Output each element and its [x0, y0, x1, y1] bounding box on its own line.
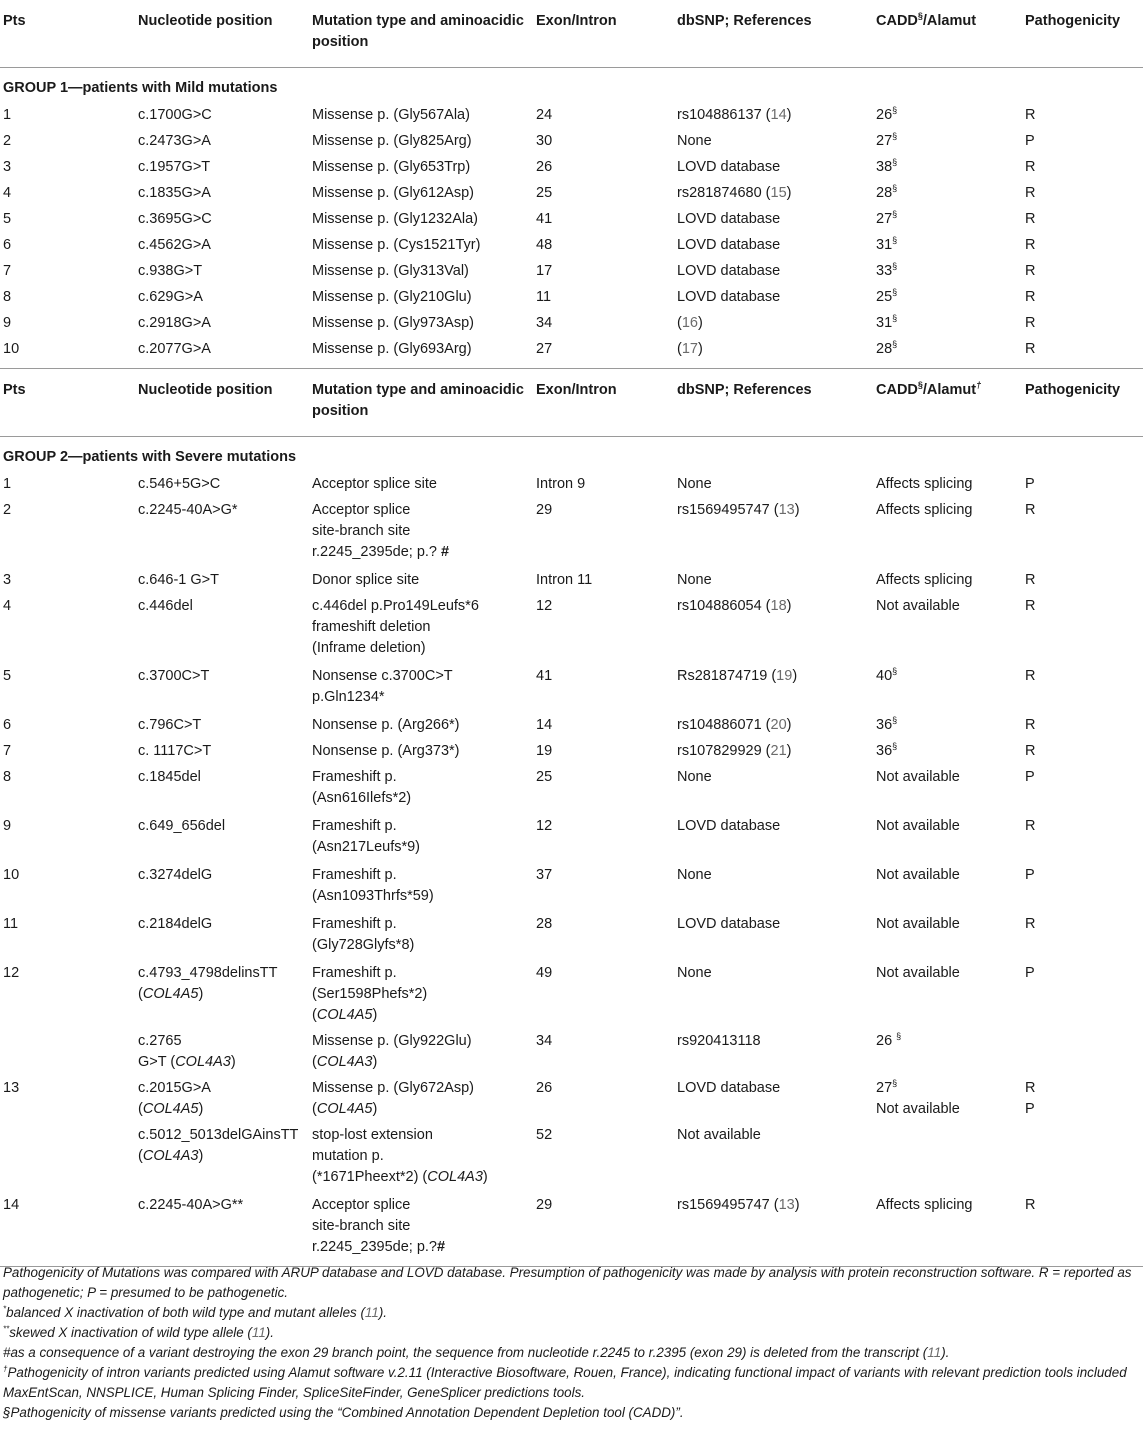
- cell-mutation: Frameshift p. (Asn1093Thrfs*59): [312, 867, 434, 904]
- cell-pathogenicity: R: [1025, 263, 1036, 279]
- cell-cadd: Affects splicing: [876, 572, 973, 588]
- cell-exon: 30: [536, 133, 553, 149]
- cell-cadd: Not available: [876, 598, 960, 614]
- cell-exon: 24: [536, 107, 553, 123]
- cell-pts: 8: [3, 289, 12, 305]
- cell-pts: 13: [3, 1080, 20, 1096]
- cell-pts: 12: [3, 965, 20, 981]
- table-row: [0, 814, 1143, 863]
- cell-pts: 7: [3, 263, 12, 279]
- table-row: [0, 1076, 1143, 1123]
- header-cadd: CADD§/Alamut: [876, 11, 977, 29]
- cell-pts: 9: [3, 818, 12, 834]
- cell-mutation: Missense p. (Gly567Ala): [312, 107, 470, 123]
- cell-pts: 4: [3, 185, 12, 201]
- header-nucleotide: Nucleotide position: [138, 382, 273, 398]
- cell-exon: 19: [536, 743, 553, 759]
- cell-cadd: 27§ Not available: [876, 1078, 960, 1117]
- cell-cadd: 36§: [876, 715, 898, 733]
- cell-dbsnp: rs1569495747 (13): [677, 1197, 800, 1213]
- cell-nucleotide: c.2245-40A>G*: [138, 502, 238, 518]
- cell-exon: Intron 11: [536, 572, 593, 588]
- cell-pts: 5: [3, 668, 12, 684]
- cell-pathogenicity: R: [1025, 717, 1036, 733]
- cell-exon: Intron 9: [536, 476, 586, 492]
- cell-dbsnp: None: [677, 867, 712, 883]
- cell-nucleotide: c.546+5G>C: [138, 476, 221, 492]
- cell-exon: 17: [536, 263, 553, 279]
- group1-rows: [0, 103, 1143, 369]
- footnote-skewed: **skewed X inactivation of wild type allele (11).: [3, 1324, 274, 1340]
- footnote-hash: #as a consequence of a variant destroying the exon 29 branch point, the sequence from nucleotide r.2245 to r.2395 (exon 29) is deleted from the transcript (11).: [3, 1345, 950, 1360]
- cell-pts: 14: [3, 1197, 20, 1213]
- cell-nucleotide: c.5012_5013delGAinsTT (COL4A3): [138, 1127, 299, 1164]
- cell-exon: 26: [536, 1080, 553, 1096]
- cell-pts: 8: [3, 769, 12, 785]
- table-row: [0, 337, 1143, 369]
- cell-pathogenicity: P: [1025, 965, 1035, 981]
- cell-exon: 25: [536, 185, 553, 201]
- cell-pathogenicity: R: [1025, 237, 1036, 253]
- cell-nucleotide: c.2245-40A>G**: [138, 1197, 244, 1213]
- cell-cadd: Affects splicing: [876, 1197, 973, 1213]
- cell-exon: 14: [536, 717, 553, 733]
- cell-cadd: 33§: [876, 261, 898, 279]
- cell-cadd: 36§: [876, 741, 898, 759]
- header-pathogenicity: Pathogenicity: [1025, 13, 1121, 29]
- cell-nucleotide: c.3695G>C: [138, 211, 212, 227]
- cell-pathogenicity: R: [1025, 211, 1036, 227]
- header-cadd: CADD§/Alamut†: [876, 380, 982, 398]
- cell-mutation: Missense p. (Gly693Arg): [312, 341, 472, 357]
- table-row: [0, 568, 1143, 594]
- cell-nucleotide: c.2473G>A: [138, 133, 211, 149]
- cell-nucleotide: c.3274delG: [138, 867, 213, 883]
- cell-cadd: Not available: [876, 867, 960, 883]
- table-row: [0, 498, 1143, 568]
- table-row: [0, 594, 1143, 664]
- cell-dbsnp: Rs281874719 (19): [677, 668, 798, 684]
- cell-exon: 52: [536, 1127, 553, 1143]
- cell-exon: 12: [536, 818, 553, 834]
- reference-link[interactable]: 13: [778, 1197, 795, 1213]
- cell-mutation: Nonsense p. (Arg266*): [312, 717, 460, 733]
- cell-dbsnp: (17): [677, 341, 703, 357]
- cell-pathogenicity: [1022, 1029, 1143, 1076]
- cell-cadd: Not available: [876, 965, 960, 981]
- table-row: [0, 961, 1143, 1029]
- table-row: [0, 472, 1143, 498]
- cell-cadd: Not available: [876, 769, 960, 785]
- cell-exon: 28: [536, 916, 553, 932]
- cell-pts: 11: [3, 916, 19, 932]
- cell-pathogenicity: R: [1025, 572, 1036, 588]
- table-row: [0, 311, 1143, 337]
- cell-dbsnp: rs104886137 (14): [677, 107, 792, 123]
- cell-mutation: Acceptor splice site: [312, 476, 437, 492]
- reference-link[interactable]: 20: [770, 717, 787, 733]
- cell-pathogenicity: R: [1025, 159, 1036, 175]
- cell-cadd: Affects splicing: [876, 502, 973, 518]
- cell-pts: [0, 1029, 135, 1076]
- cell-exon: 27: [536, 341, 553, 357]
- cell-mutation: Acceptor splice site-branch site r.2245_2395de; p.?#: [312, 1197, 446, 1255]
- cell-pts: 9: [3, 315, 12, 331]
- cell-exon: 48: [536, 237, 553, 253]
- cell-nucleotide: c.2184delG: [138, 916, 213, 932]
- cell-pts: 1: [3, 476, 12, 492]
- cell-cadd: 38§: [876, 157, 898, 175]
- cell-dbsnp: None: [677, 476, 712, 492]
- table-row: [0, 285, 1143, 311]
- table-row: [0, 739, 1143, 765]
- cell-dbsnp: Not available: [677, 1127, 761, 1143]
- reference-link[interactable]: 11: [251, 1325, 266, 1340]
- cell-pts: 2: [3, 502, 12, 518]
- cell-mutation: Missense p. (Gly1232Ala): [312, 211, 479, 227]
- cell-dbsnp: rs107829929 (21): [677, 743, 792, 759]
- cell-nucleotide: c. 1117C>T: [138, 743, 212, 759]
- cell-cadd: 28§: [876, 339, 898, 357]
- table-footnotes: [0, 1263, 1143, 1423]
- cell-dbsnp: rs1569495747 (13): [677, 502, 800, 518]
- cell-pathogenicity: P: [1025, 476, 1035, 492]
- cell-pts: 3: [3, 159, 12, 175]
- cell-mutation: Missense p. (Gly672Asp) (COL4A5): [312, 1080, 474, 1117]
- cell-mutation: Missense p. (Gly653Trp): [312, 159, 471, 175]
- cell-pts: 1: [3, 107, 12, 123]
- cell-pathogenicity: R: [1025, 598, 1036, 614]
- header-exon: Exon/Intron: [536, 13, 617, 29]
- cell-exon: 41: [536, 211, 553, 227]
- cell-nucleotide: c.1957G>T: [138, 159, 211, 175]
- cell-cadd: Not available: [876, 818, 960, 834]
- reference-link[interactable]: 18: [770, 598, 787, 614]
- cell-mutation: Frameshift p. (Gly728Glyfs*8): [312, 916, 415, 953]
- header-pathogenicity: Pathogenicity: [1025, 382, 1121, 398]
- group1-title: GROUP 1—patients with Mild mutations: [3, 80, 278, 96]
- cell-nucleotide: c.2918G>A: [138, 315, 211, 331]
- cell-cadd: 40§: [876, 666, 898, 684]
- cell-mutation: Missense p. (Gly313Val): [312, 263, 469, 279]
- header-mutation: Mutation type and aminoacidic position: [312, 382, 524, 419]
- table-row: [0, 713, 1143, 739]
- header-pts: Pts: [3, 13, 26, 29]
- reference-link[interactable]: 16: [681, 315, 698, 331]
- table-row: [0, 103, 1143, 129]
- cell-exon: 37: [536, 867, 553, 883]
- cell-exon: 25: [536, 769, 553, 785]
- table-row: [0, 912, 1143, 961]
- cell-cadd: 27§: [876, 131, 898, 149]
- cell-pts: 10: [3, 341, 20, 357]
- cell-dbsnp: LOVD database: [677, 159, 781, 175]
- cell-cadd: 25§: [876, 287, 898, 305]
- cell-nucleotide: c.1700G>C: [138, 107, 212, 123]
- cell-dbsnp: rs281874680 (15): [677, 185, 792, 201]
- cell-exon: 29: [536, 502, 553, 518]
- cell-dbsnp: rs920413118: [677, 1033, 761, 1049]
- table-row: [0, 155, 1143, 181]
- cell-nucleotide: c.3700C>T: [138, 668, 210, 684]
- cell-nucleotide: c.4793_4798delinsTT (COL4A5): [138, 965, 278, 1002]
- cell-mutation: Missense p. (Gly825Arg): [312, 133, 472, 149]
- cell-dbsnp: LOVD database: [677, 1080, 781, 1096]
- table-row: [0, 259, 1143, 285]
- cell-nucleotide: c.2077G>A: [138, 341, 211, 357]
- cell-nucleotide: c.646-1 G>T: [138, 572, 219, 588]
- cell-pts: 6: [3, 717, 12, 733]
- cell-mutation: c.446del p.Pro149Leufs*6 frameshift deletion (Inframe deletion): [312, 598, 479, 656]
- header-nucleotide: Nucleotide position: [138, 13, 273, 29]
- cell-mutation: Missense p. (Gly922Glu) (COL4A3): [312, 1033, 472, 1070]
- cell-mutation: Donor splice site: [312, 572, 420, 588]
- cell-cadd: 26 §: [876, 1031, 902, 1049]
- cell-dbsnp: LOVD database: [677, 211, 781, 227]
- cell-pts: 3: [3, 572, 12, 588]
- cell-pathogenicity: R P: [1025, 1080, 1036, 1117]
- reference-link[interactable]: 21: [770, 743, 787, 759]
- cell-exon: 34: [536, 315, 553, 331]
- footnote-balanced: *balanced X inactivation of both wild type and mutant alleles (11).: [3, 1304, 388, 1320]
- cell-nucleotide: c.649_656del: [138, 818, 226, 834]
- header-dbsnp: dbSNP; References: [677, 382, 812, 398]
- cell-mutation: Frameshift p. (Asn217Leufs*9): [312, 818, 421, 855]
- cell-pts: 4: [3, 598, 12, 614]
- cell-pts: 5: [3, 211, 12, 227]
- table-row: [0, 181, 1143, 207]
- cell-cadd: Not available: [876, 916, 960, 932]
- cell-mutation: Frameshift p. (Asn616Ilefs*2): [312, 769, 412, 806]
- reference-link[interactable]: 11: [927, 1345, 942, 1360]
- cell-cadd: 28§: [876, 183, 898, 201]
- reference-link[interactable]: 19: [776, 668, 793, 684]
- cell-dbsnp: None: [677, 572, 712, 588]
- cell-pathogenicity: R: [1025, 185, 1036, 201]
- header-mutation: Mutation type and aminoacidic position: [312, 13, 524, 50]
- cell-cadd: 27§: [876, 209, 898, 227]
- cell-mutation: Acceptor splice site-branch site r.2245_2395de; p.? #: [312, 502, 450, 560]
- table-row: [0, 129, 1143, 155]
- cell-nucleotide: c.2015G>A (COL4A5): [138, 1080, 211, 1117]
- reference-link[interactable]: 11: [364, 1305, 379, 1320]
- cell-mutation: Nonsense c.3700C>T p.Gln1234*: [312, 668, 453, 705]
- cell-cadd: Affects splicing: [876, 476, 973, 492]
- cell-exon: 49: [536, 965, 553, 981]
- cell-dbsnp: rs104886054 (18): [677, 598, 792, 614]
- footnote-alamut: †Pathogenicity of intron variants predicted using Alamut software v.2.11 (Interactive Biosoftware, Rouen, France), indicating functional impact of variants with relevant prediction tools included MaxEntScan, NNSPLICE, Human Splicing Finder, SpliceSiteFinder, GeneSplicer predictions tools.: [3, 1364, 1127, 1400]
- table-row: [0, 1193, 1143, 1267]
- cell-exon: 41: [536, 668, 553, 684]
- reference-link[interactable]: 15: [770, 185, 787, 201]
- cell-dbsnp: None: [677, 965, 712, 981]
- cell-dbsnp: (16): [677, 315, 703, 331]
- cell-pathogenicity: [1022, 1123, 1143, 1193]
- cell-pathogenicity: R: [1025, 341, 1036, 357]
- cell-pathogenicity: R: [1025, 668, 1036, 684]
- cell-pts: 2: [3, 133, 12, 149]
- cell-cadd: 26§: [876, 105, 898, 123]
- footnote-cadd: §Pathogenicity of missense variants predicted using the “Combined Annotation Dependent Depletion tool (CADD)”.: [3, 1405, 684, 1420]
- cell-pathogenicity: R: [1025, 289, 1036, 305]
- cell-nucleotide: c.938G>T: [138, 263, 203, 279]
- table-row: [0, 765, 1143, 814]
- cell-mutation: Missense p. (Cys1521Tyr): [312, 237, 481, 253]
- cell-cadd: 31§: [876, 313, 898, 331]
- header-dbsnp: dbSNP; References: [677, 13, 812, 29]
- cell-pathogenicity: R: [1025, 818, 1036, 834]
- cell-dbsnp: LOVD database: [677, 289, 781, 305]
- table-row: [0, 207, 1143, 233]
- group1-title-row: [0, 68, 1143, 104]
- table-row: [0, 664, 1143, 713]
- cell-dbsnp: None: [677, 769, 712, 785]
- table-header-row-2: [0, 369, 1143, 437]
- cell-nucleotide: c.629G>A: [138, 289, 203, 305]
- cell-mutation: Frameshift p. (Ser1598Phefs*2) (COL4A5): [312, 965, 428, 1023]
- cell-exon: 12: [536, 598, 553, 614]
- cell-pathogenicity: R: [1025, 1197, 1036, 1213]
- cell-cadd: [873, 1123, 1022, 1193]
- cell-pathogenicity: R: [1025, 916, 1036, 932]
- group2-title-row: [0, 437, 1143, 473]
- cell-mutation: Missense p. (Gly612Asp): [312, 185, 474, 201]
- cell-pts: 10: [3, 867, 20, 883]
- reference-link[interactable]: 17: [681, 341, 698, 357]
- cell-mutation: Missense p. (Gly973Asp): [312, 315, 474, 331]
- cell-exon: 11: [536, 289, 552, 305]
- table-header-row: [0, 0, 1143, 68]
- cell-exon: 34: [536, 1033, 553, 1049]
- cell-nucleotide: c.796C>T: [138, 717, 202, 733]
- table-row: [0, 1123, 1143, 1193]
- header-exon: Exon/Intron: [536, 382, 617, 398]
- cell-pathogenicity: R: [1025, 107, 1036, 123]
- cell-pathogenicity: R: [1025, 743, 1036, 759]
- cell-nucleotide: c.1845del: [138, 769, 201, 785]
- group2-title: GROUP 2—patients with Severe mutations: [3, 449, 297, 465]
- cell-cadd: 31§: [876, 235, 898, 253]
- cell-dbsnp: LOVD database: [677, 263, 781, 279]
- cell-mutation: Nonsense p. (Arg373*): [312, 743, 460, 759]
- cell-dbsnp: None: [677, 133, 712, 149]
- reference-link[interactable]: 14: [770, 107, 787, 123]
- cell-dbsnp: rs104886071 (20): [677, 717, 792, 733]
- cell-pts: [0, 1123, 135, 1193]
- cell-mutation: stop-lost extension mutation p. (*1671Pheext*2) (COL4A3): [312, 1127, 488, 1185]
- cell-pathogenicity: P: [1025, 769, 1035, 785]
- cell-nucleotide: c.2765 G>T (COL4A3): [138, 1033, 236, 1070]
- cell-pathogenicity: R: [1025, 315, 1036, 331]
- cell-exon: 26: [536, 159, 553, 175]
- cell-pts: 6: [3, 237, 12, 253]
- cell-pts: 7: [3, 743, 12, 759]
- footnote-abbreviations: Pathogenicity of Mutations was compared with ARUP database and LOVD database. Presumption of pathogenicity was made by analysis with protein reconstruction software. R = reported as pathogenetic; P = presumed to be pathogenetic.: [3, 1265, 1132, 1300]
- cell-pathogenicity: P: [1025, 133, 1035, 149]
- table-row: [0, 863, 1143, 912]
- cell-nucleotide: c.1835G>A: [138, 185, 211, 201]
- table-row: [0, 1029, 1143, 1076]
- cell-pathogenicity: R: [1025, 502, 1036, 518]
- cell-nucleotide: c.446del: [138, 598, 193, 614]
- cell-mutation: Missense p. (Gly210Glu): [312, 289, 472, 305]
- header-pts: Pts: [3, 382, 26, 398]
- cell-exon: 29: [536, 1197, 553, 1213]
- cell-dbsnp: LOVD database: [677, 818, 781, 834]
- cell-nucleotide: c.4562G>A: [138, 237, 211, 253]
- cell-pathogenicity: P: [1025, 867, 1035, 883]
- table-row: [0, 233, 1143, 259]
- reference-link[interactable]: 13: [778, 502, 795, 518]
- cell-dbsnp: LOVD database: [677, 916, 781, 932]
- cell-dbsnp: LOVD database: [677, 237, 781, 253]
